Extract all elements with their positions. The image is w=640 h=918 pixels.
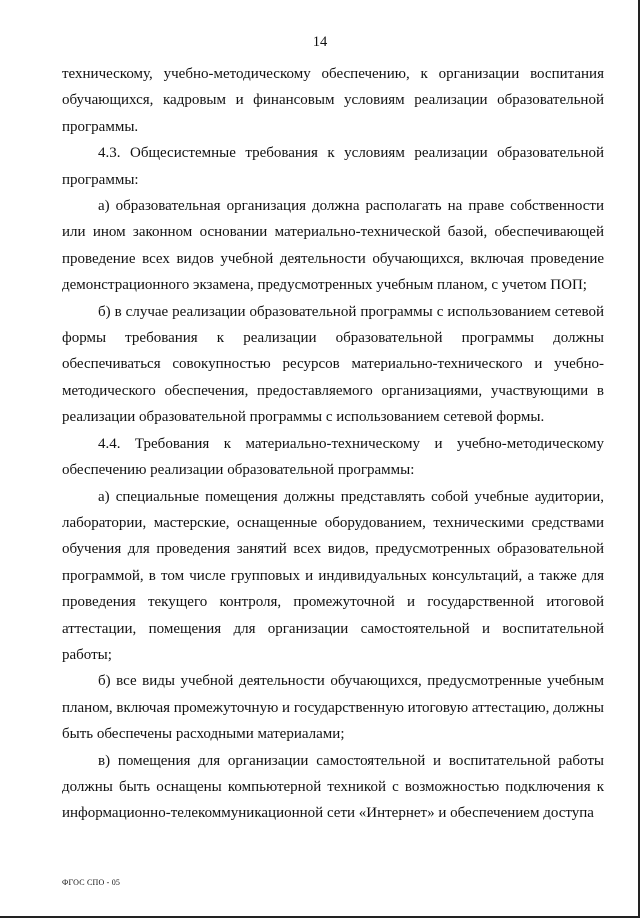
footer-document-code: ФГОС СПО - 05 — [62, 878, 121, 887]
paragraph-4-4-a: а) специальные помещения должны представлять собой учебные аудитории, лаборатории, мастерские, оснащенные оборудованием, техническими средствами обучения для проведения занятий всех видов, предусмотренных образовательной программой, в том числе групповых и индивидуальных консультаций, а также для проведения текущего контроля, промежуточной и государственной итоговой аттестации, помещения для организации самостоятельной и воспитательной работы; — [62, 488, 604, 663]
paragraph-section-4-4: 4.4. Требования к материально-техническому и учебно-методическому обеспечению реализации образовательной программы: — [62, 435, 604, 479]
paragraph-continuation: техническому, учебно-методическому обеспечению, к организации воспитания обучающихся, кадровым и финансовым условиям реализации образовательной программы. — [62, 66, 604, 135]
page-number: 14 — [312, 34, 328, 50]
paragraph-4-3-b: б) в случае реализации образовательной программы с использованием сетевой формы требования к реализации образовательной программы должны обеспечиваться совокупностью ресурсов материально-технического и учебно-методического обеспечения, предоставляемого организациями, участвующими в реализации образовательной программы с использованием сетевой формы. — [62, 303, 604, 426]
paragraph-4-4-b: б) все виды учебной деятельности обучающихся, предусмотренные учебным планом, включая промежуточную и государственную итоговую аттестацию, должны быть обеспечены расходными материалами; — [62, 673, 604, 743]
paragraph-section-4-3: 4.3. Общесистемные требования к условиям реализации образовательной программы: — [62, 145, 604, 188]
paragraph-4-3-a: а) образовательная организация должна располагать на праве собственности или ином законном основании материально-технической базой, обеспечивающей проведение всех видов учебной деятельности обучающихся, включая проведение демонстрационного экзамена, предусмотренных учебным планом, с учетом ПОП; — [62, 198, 604, 294]
document-body — [62, 61, 604, 827]
paragraph-4-4-v: в) помещения для организации самостоятельной и воспитательной работы должны быть оснащены компьютерной техникой с возможностью подключения к информационно-телекоммуникационной сети «Интернет» и обеспечением доступа — [62, 752, 604, 822]
